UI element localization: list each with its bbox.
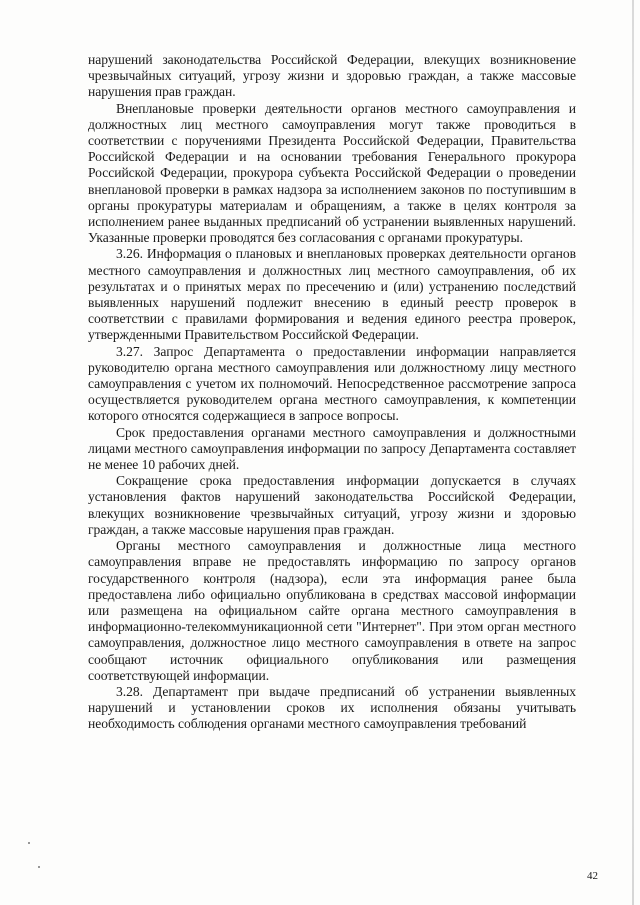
paragraph-right-not-to-provide: Органы местного самоуправления и должностные лица местного самоуправления вправе не предоставлять информацию по запросу органов государственного контроля (надзора), если эта информация ранее была предоставлена либо официально опубликована в средствах массовой информации или размещена на официальном сайте органа местного самоуправления в информационно-телекоммуникационной сети "Интернет". При этом орган местного самоуправления, должностное лицо местного самоуправления в ответе на запрос сообщают источник официального опубликования или размещения соответствующей информации. — [88, 538, 576, 683]
paragraph-deadline: Срок предоставления органами местного самоуправления и должностными лицами местного самоуправления информации по запросу Департамента составляет не менее 10 рабочих дней. — [88, 424, 576, 473]
scan-speck — [38, 866, 40, 868]
scan-speck — [28, 842, 30, 844]
body-text — [88, 52, 576, 733]
page-number: 42 — [587, 870, 598, 882]
paragraph-deadline-reduction: Сокращение срока предоставления информации допускается в случаях установления фактов нарушений законодательства Российской Федерации, влекущих возникновение чрезвычайных ситуаций, угрозу жизни и здоровью граждан, а также массовые нарушения прав граждан. — [88, 473, 576, 537]
paragraph-3-26: 3.26. Информация о плановых и внеплановых проверках деятельности органов местного самоуправления и должностных лиц местного самоуправления, об их результатах и о принятых мерах по пресечению и (или) устранению последствий выявленных нарушений подлежит внесению в единый реестр проверок в соответствии с правилами формирования и ведения единого реестра проверок, утвержденными Правительством Российской Федерации. — [88, 246, 576, 343]
paragraph-unscheduled-inspections: Внеплановые проверки деятельности органов местного самоуправления и должностных лиц местного самоуправления могут также проводиться в соответствии с поручениями Президента Российской Федерации, Правительства Российской Федерации и на основании требования Генерального прокурора Российской Федерации, прокурора субъекта Российской Федерации о проведении внеплановой проверки в рамках надзора за исполнением законов по поступившим в органы прокуратуры материалам и обращениям, а также в целях контроля за исполнением ранее выданных предписаний об устранении выявленных нарушений. Указанные проверки проводятся без согласования с органами прокуратуры. — [88, 100, 576, 246]
paragraph-3-27: 3.27. Запрос Департамента о предоставлении информации направляется руководителю органа местного самоуправления или должностному лицу местного самоуправления с учетом их полномочий. Непосредственное рассмотрение запроса осуществляется руководителем органа местного самоуправления, к компетенции которого относятся содержащиеся в запросе вопросы. — [88, 343, 576, 424]
paragraph-3-28: 3.28. Департамент при выдаче предписаний об устранении выявленных нарушений и установлении сроков их исполнения обязаны учитывать необходимость соблюдения органами местного самоуправления требований — [88, 683, 576, 732]
scan-edge — [632, 0, 634, 905]
paragraph-continuation: нарушений законодательства Российской Федерации, влекущих возникновение чрезвычайных ситуаций, угрозу жизни и здоровью граждан, а также массовые нарушения прав граждан. — [88, 52, 576, 100]
